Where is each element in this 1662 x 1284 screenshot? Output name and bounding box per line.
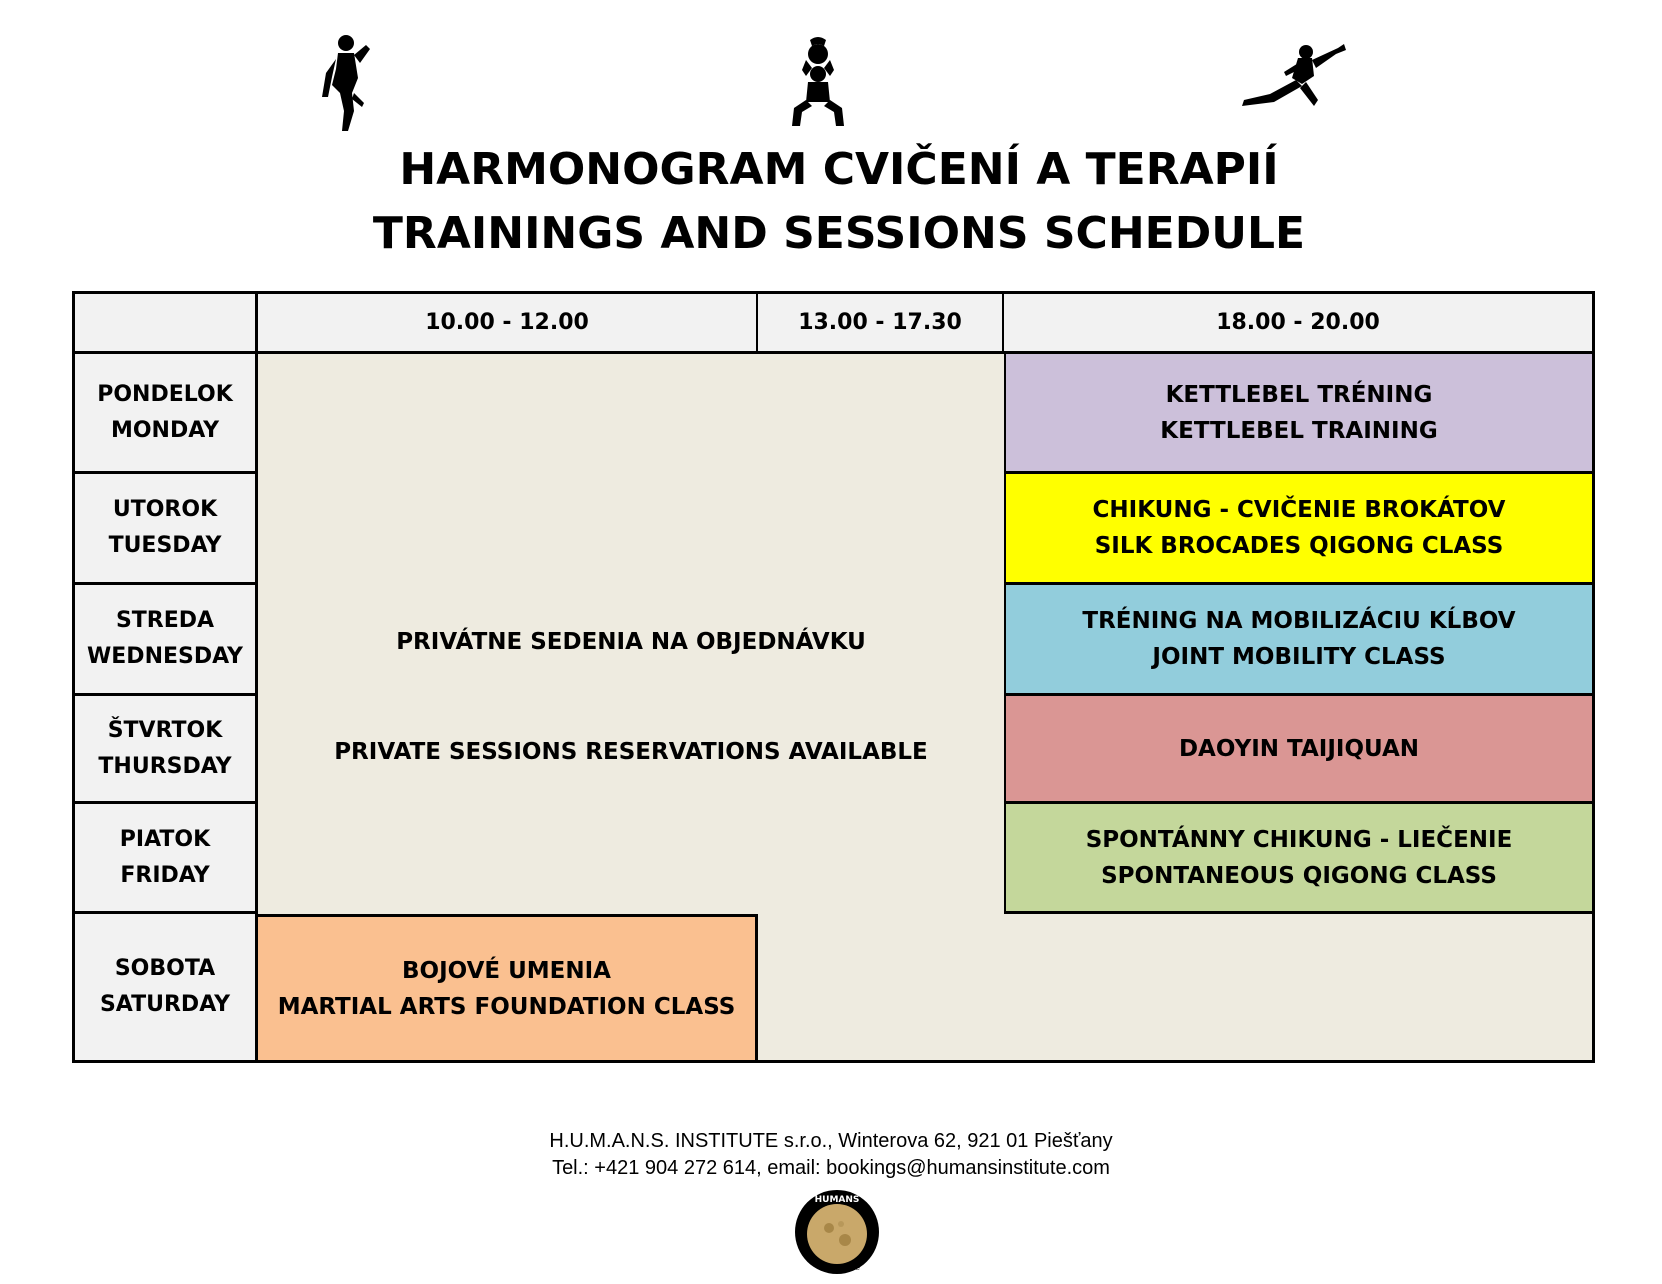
class-title-sk: DAOYIN TAIJIQUAN (1178, 735, 1420, 762)
class-title-sk: TRÉNING NA MOBILIZÁCIU KĹBOV (1082, 608, 1516, 634)
day-label-en: SATURDAY (99, 992, 231, 1017)
logo-subtext: institute (826, 1263, 860, 1272)
class-wednesday-evening (1004, 585, 1592, 696)
day-monday (75, 354, 258, 474)
header-slot-afternoon: 13.00 - 17.30 (758, 294, 1004, 354)
class-title-sk: SPONTÁNNY CHIKUNG - LIEČENIE (1085, 826, 1513, 853)
class-title-sk: KETTLEBEL TRÉNING (1165, 381, 1433, 408)
day-thursday (75, 696, 258, 804)
saturday-empty-block (758, 914, 1592, 1060)
day-label-sk: UTOROK (112, 497, 218, 522)
class-title-sk: CHIKUNG - CVIČENIE BROKÁTOV (1092, 497, 1506, 523)
class-thursday-evening (1004, 696, 1592, 804)
class-title-en: JOINT MOBILITY CLASS (1152, 644, 1446, 670)
private-sessions-block (258, 354, 1004, 914)
day-label-en: TUESDAY (108, 533, 222, 558)
day-label-sk: ŠTVRTOK (107, 717, 223, 743)
day-label-en: MONDAY (110, 417, 220, 443)
schedule-table (72, 291, 1595, 1063)
class-tuesday-evening (1004, 474, 1592, 585)
private-sessions-sk: PRIVÁTNE SEDENIA NA OBJEDNÁVKU (396, 629, 866, 655)
humans-institute-logo (793, 1188, 881, 1276)
martial-artist-standing-icon (318, 33, 378, 133)
day-label-sk: PONDELOK (97, 381, 233, 407)
day-label-sk: SOBOTA (114, 956, 216, 981)
footer-address: H.U.M.A.N.S. INSTITUTE s.r.o., Winterova 62, 921 01 Piešťany (549, 1130, 1113, 1152)
day-label-sk: STREDA (115, 608, 215, 633)
title-english: TRAININGS AND SESSIONS SCHEDULE (372, 208, 1306, 259)
martial-artist-lunge-icon (1240, 42, 1350, 110)
class-title-sk: BOJOVÉ UMENIA (402, 957, 611, 984)
class-title-en: SILK BROCADES QIGONG CLASS (1094, 533, 1504, 559)
logo-text: HUMANS (814, 1195, 860, 1205)
class-monday-evening (1004, 354, 1592, 474)
day-tuesday (75, 474, 258, 585)
day-label-en: THURSDAY (98, 753, 232, 779)
class-friday-evening (1004, 804, 1592, 914)
day-label-en: FRIDAY (120, 862, 210, 888)
class-title-en: KETTLEBEL TRAINING (1160, 417, 1438, 444)
header-corner (75, 294, 258, 354)
footer-contact: Tel.: +421 904 272 614, email: bookings@humansinstitute.com (552, 1157, 1110, 1179)
kettlebell-squat-icon (788, 36, 848, 132)
header-slot-evening: 18.00 - 20.00 (1004, 294, 1592, 354)
class-title-en: MARTIAL ARTS FOUNDATION CLASS (277, 993, 736, 1020)
private-sessions-en: PRIVATE SESSIONS RESERVATIONS AVAILABLE (334, 739, 928, 765)
title-slovak: HARMONOGRAM CVIČENÍ A TERAPIÍ (399, 144, 1279, 195)
class-title-en: SPONTANEOUS QIGONG CLASS (1101, 862, 1497, 889)
day-friday (75, 804, 258, 914)
day-saturday (75, 914, 258, 1060)
day-label-sk: PIATOK (119, 826, 211, 852)
day-wednesday (75, 585, 258, 696)
class-saturday-morning (258, 914, 758, 1060)
header-slot-morning: 10.00 - 12.00 (258, 294, 758, 354)
day-label-en: WEDNESDAY (87, 644, 243, 669)
